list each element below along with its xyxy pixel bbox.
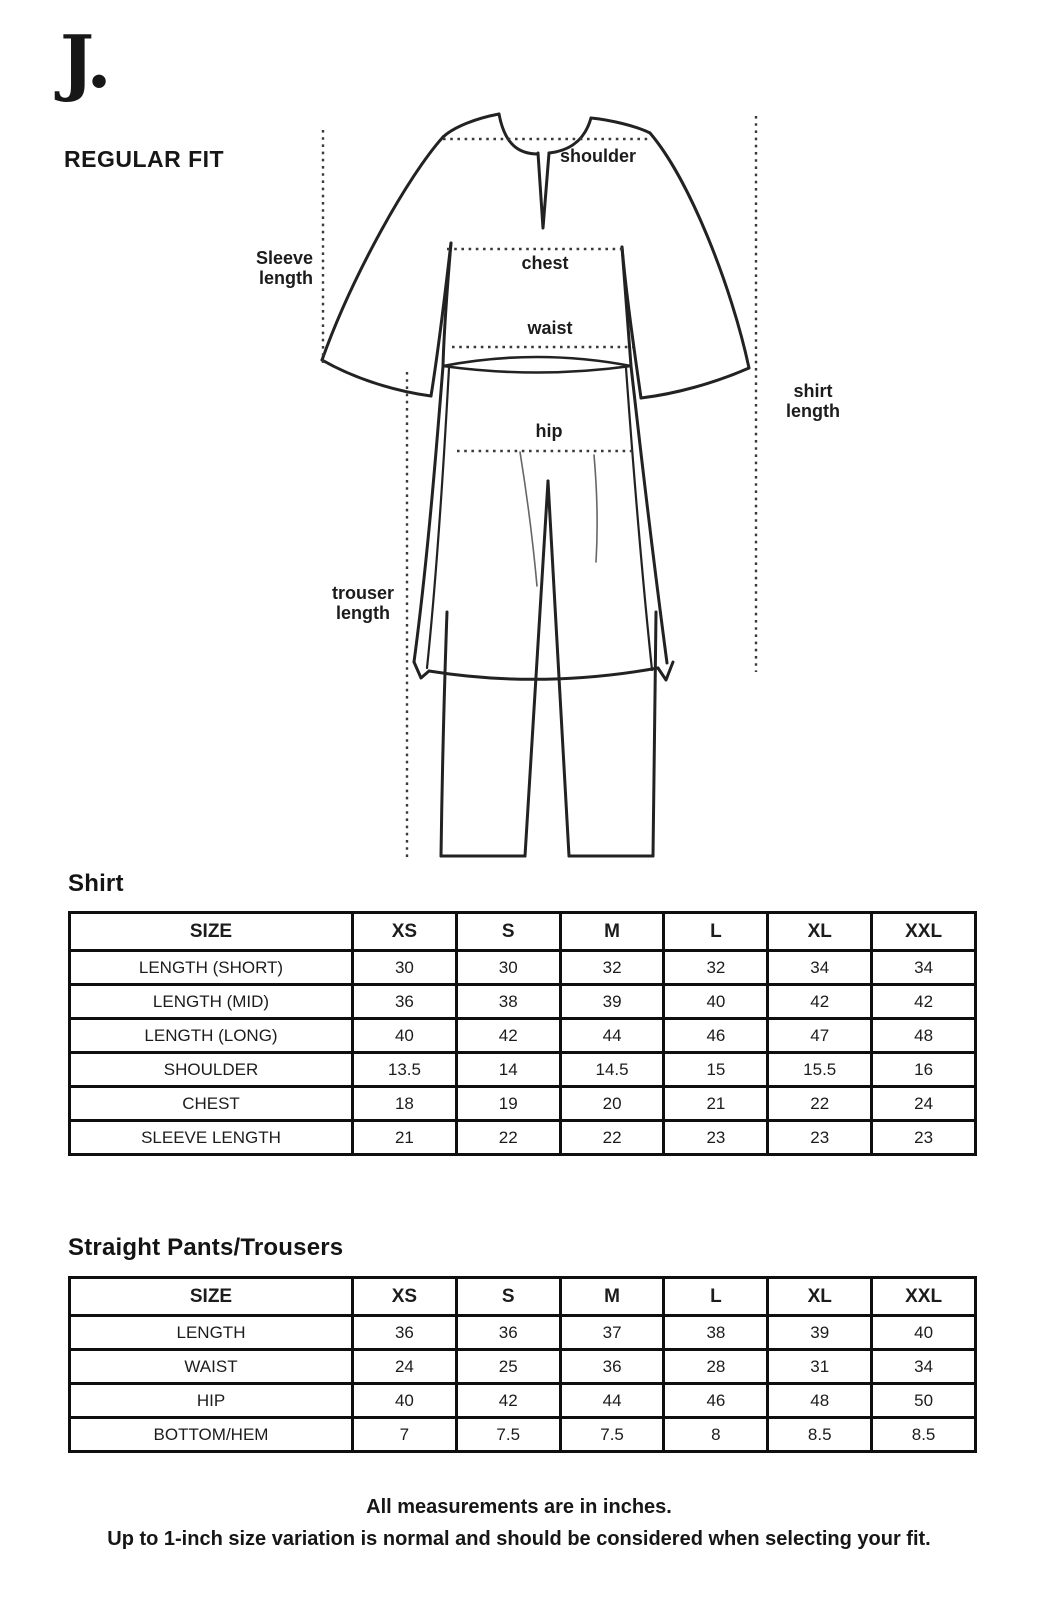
value-cell: 14 [456,1053,560,1087]
value-cell: 18 [353,1087,457,1121]
value-cell: 37 [560,1316,664,1350]
size-column-header: SIZE [70,1278,353,1316]
value-cell: 16 [872,1053,976,1087]
table-row [70,1316,976,1350]
size-header-s: S [456,913,560,951]
value-cell: 24 [872,1087,976,1121]
value-cell: 36 [456,1316,560,1350]
value-cell: 25 [456,1350,560,1384]
value-cell: 42 [456,1019,560,1053]
row-label: BOTTOM/HEM [70,1418,353,1452]
value-cell: 46 [664,1384,768,1418]
row-label: LENGTH (LONG) [70,1019,353,1053]
shirt-table-title: Shirt [68,870,124,897]
footer-units-note: All measurements are in inches. [366,1496,672,1518]
value-cell: 8.5 [872,1418,976,1452]
shirt-length-label-2: length [786,401,840,421]
value-cell: 30 [456,951,560,985]
value-cell: 46 [664,1019,768,1053]
row-label: SLEEVE LENGTH [70,1121,353,1155]
row-label: SHOULDER [70,1053,353,1087]
size-column-header: SIZE [70,913,353,951]
row-label: CHEST [70,1087,353,1121]
row-label: HIP [70,1384,353,1418]
pants-table-title: Straight Pants/Trousers [68,1234,344,1261]
value-cell: 20 [560,1087,664,1121]
size-header-xs: XS [353,913,457,951]
chest-label: chest [521,253,569,273]
value-cell: 13.5 [353,1053,457,1087]
size-header-l: L [664,1278,768,1316]
value-cell: 21 [664,1087,768,1121]
row-label: LENGTH (MID) [70,985,353,1019]
sleeve-length-label-2: length [259,268,313,288]
size-header-s: S [456,1278,560,1316]
value-cell: 40 [353,1019,457,1053]
waist-label: waist [527,318,573,338]
value-cell: 7.5 [560,1418,664,1452]
value-cell: 44 [560,1019,664,1053]
size-header-xxl: XXL [872,1278,976,1316]
fabric-creases [520,452,597,586]
table-row [70,1121,976,1155]
hip-label: hip [535,421,563,441]
value-cell: 7.5 [456,1418,560,1452]
value-cell: 47 [768,1019,872,1053]
value-cell: 31 [768,1350,872,1384]
sleeve-length-label-1: Sleeve [255,248,313,268]
value-cell: 42 [456,1384,560,1418]
value-cell: 22 [560,1121,664,1155]
measurement-labels [256,146,840,623]
value-cell: 14.5 [560,1053,664,1087]
table-row [70,1053,976,1087]
value-cell: 34 [872,1350,976,1384]
size-header-xs: XS [353,1278,457,1316]
footer-variation-note: Up to 1-inch size variation is normal and should be considered when selecting your fit. [107,1528,931,1550]
size-header-m: M [560,913,664,951]
value-cell: 39 [768,1316,872,1350]
row-label: LENGTH (SHORT) [70,951,353,985]
table-row [70,985,976,1019]
shirt-table-header-row [70,913,976,951]
value-cell: 21 [353,1121,457,1155]
pants-table-header-row [70,1278,976,1316]
size-header-l: L [664,913,768,951]
row-label: WAIST [70,1350,353,1384]
value-cell: 48 [768,1384,872,1418]
value-cell: 42 [768,985,872,1019]
value-cell: 48 [872,1019,976,1053]
value-cell: 34 [768,951,872,985]
value-cell: 40 [872,1316,976,1350]
shirt-length-label-1: shirt [793,381,833,401]
value-cell: 36 [353,1316,457,1350]
value-cell: 23 [768,1121,872,1155]
value-cell: 15 [664,1053,768,1087]
pants-size-table [68,1276,977,1453]
value-cell: 24 [353,1350,457,1384]
value-cell: 36 [560,1350,664,1384]
value-cell: 15.5 [768,1053,872,1087]
value-cell: 22 [768,1087,872,1121]
value-cell: 40 [664,985,768,1019]
fit-type-label: REGULAR FIT [64,146,225,172]
value-cell: 7 [353,1418,457,1452]
value-cell: 23 [664,1121,768,1155]
value-cell: 28 [664,1350,768,1384]
brand-logo: J. [60,19,110,104]
table-row [70,1418,976,1452]
row-label: LENGTH [70,1316,353,1350]
value-cell: 38 [456,985,560,1019]
size-header-m: M [560,1278,664,1316]
trouser-length-label-2: length [336,603,390,623]
value-cell: 38 [664,1316,768,1350]
value-cell: 19 [456,1087,560,1121]
trouser-length-label-1: trouser [331,583,395,603]
size-header-xl: XL [768,1278,872,1316]
shirt-size-table [68,911,977,1156]
shoulder-label: shoulder [560,146,637,166]
value-cell: 40 [353,1384,457,1418]
table-row [70,1384,976,1418]
table-row [70,1087,976,1121]
size-header-xl: XL [768,913,872,951]
table-row [70,1019,976,1053]
value-cell: 39 [560,985,664,1019]
kurta-outline [322,114,749,856]
value-cell: 32 [664,951,768,985]
measurement-lines [323,116,756,857]
value-cell: 32 [560,951,664,985]
value-cell: 8.5 [768,1418,872,1452]
value-cell: 8 [664,1418,768,1452]
value-cell: 34 [872,951,976,985]
value-cell: 30 [353,951,457,985]
table-row [70,1350,976,1384]
value-cell: 42 [872,985,976,1019]
value-cell: 44 [560,1384,664,1418]
value-cell: 23 [872,1121,976,1155]
value-cell: 50 [872,1384,976,1418]
size-header-xxl: XXL [872,913,976,951]
table-row [70,951,976,985]
value-cell: 36 [353,985,457,1019]
value-cell: 22 [456,1121,560,1155]
